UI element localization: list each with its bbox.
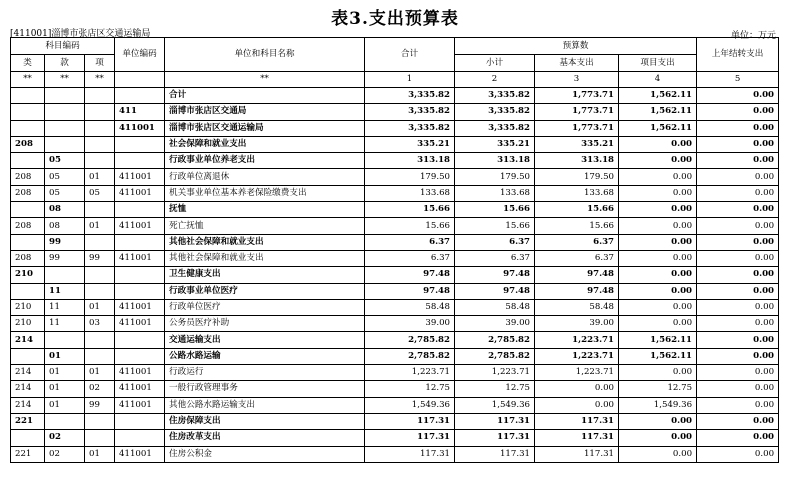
cell-basic: 313.18 [535, 153, 619, 169]
budget-table [10, 37, 779, 463]
table-row [11, 88, 779, 104]
header-star: ** [165, 72, 365, 88]
table-row [11, 169, 779, 185]
cell-total: 2,785.82 [365, 332, 455, 348]
cell-subtotal: 97.48 [455, 267, 535, 283]
cell-name: 卫生健康支出 [165, 267, 365, 283]
header-subject-code: 科目编码 [11, 38, 115, 55]
cell-kuan: 11 [45, 316, 85, 332]
table-row [11, 185, 779, 201]
cell-lei [11, 88, 45, 104]
cell-project: 0.00 [619, 202, 697, 218]
header-col-number: 1 [365, 72, 455, 88]
cell-xiang [85, 136, 115, 152]
cell-lei [11, 283, 45, 299]
cell-unit: 411001 [115, 316, 165, 332]
cell-lei: 208 [11, 185, 45, 201]
cell-kuan [45, 88, 85, 104]
cell-xiang [85, 153, 115, 169]
table-row [11, 267, 779, 283]
cell-unit: 411001 [115, 120, 165, 136]
table-row [11, 153, 779, 169]
cell-kuan: 11 [45, 299, 85, 315]
cell-carry: 0.00 [697, 104, 779, 120]
cell-lei: 214 [11, 381, 45, 397]
cell-carry: 0.00 [697, 218, 779, 234]
cell-carry: 0.00 [697, 348, 779, 364]
cell-project: 0.00 [619, 267, 697, 283]
table-row [11, 430, 779, 446]
header-star: ** [11, 72, 45, 88]
cell-xiang: 03 [85, 316, 115, 332]
cell-total: 133.68 [365, 185, 455, 201]
cell-name: 公务员医疗补助 [165, 316, 365, 332]
cell-basic: 117.31 [535, 413, 619, 429]
cell-project: 0.00 [619, 316, 697, 332]
cell-total: 58.48 [365, 299, 455, 315]
cell-basic: 1,223.71 [535, 348, 619, 364]
cell-kuan: 08 [45, 218, 85, 234]
cell-project: 0.00 [619, 250, 697, 266]
cell-xiang: 01 [85, 446, 115, 462]
cell-xiang [85, 120, 115, 136]
cell-subtotal: 12.75 [455, 381, 535, 397]
cell-carry: 0.00 [697, 316, 779, 332]
cell-subtotal: 1,223.71 [455, 365, 535, 381]
cell-subtotal: 133.68 [455, 185, 535, 201]
cell-basic: 1,223.71 [535, 332, 619, 348]
table-row [11, 104, 779, 120]
cell-project: 0.00 [619, 169, 697, 185]
cell-name: 淄博市张店区交通局 [165, 104, 365, 120]
cell-kuan: 02 [45, 430, 85, 446]
cell-project: 0.00 [619, 136, 697, 152]
cell-project: 1,549.36 [619, 397, 697, 413]
cell-subtotal: 97.48 [455, 283, 535, 299]
cell-basic: 179.50 [535, 169, 619, 185]
cell-carry: 0.00 [697, 299, 779, 315]
cell-xiang [85, 202, 115, 218]
cell-carry: 0.00 [697, 234, 779, 250]
header-project: 项目支出 [619, 55, 697, 72]
cell-subtotal: 335.21 [455, 136, 535, 152]
cell-lei: 221 [11, 413, 45, 429]
cell-project: 12.75 [619, 381, 697, 397]
header-total: 合计 [365, 38, 455, 72]
cell-lei: 210 [11, 299, 45, 315]
cell-subtotal: 3,335.82 [455, 104, 535, 120]
table-row [11, 413, 779, 429]
cell-lei [11, 202, 45, 218]
cell-name: 其他社会保障和就业支出 [165, 250, 365, 266]
cell-basic: 1,773.71 [535, 104, 619, 120]
cell-unit: 411 [115, 104, 165, 120]
cell-xiang: 02 [85, 381, 115, 397]
cell-subtotal: 6.37 [455, 250, 535, 266]
cell-unit [115, 153, 165, 169]
cell-basic: 97.48 [535, 283, 619, 299]
cell-unit: 411001 [115, 169, 165, 185]
header-budget: 预算数 [455, 38, 697, 55]
cell-lei [11, 234, 45, 250]
cell-name: 抚恤 [165, 202, 365, 218]
cell-basic: 1,773.71 [535, 120, 619, 136]
cell-total: 15.66 [365, 218, 455, 234]
cell-total: 335.21 [365, 136, 455, 152]
cell-unit [115, 332, 165, 348]
cell-name: 住房公积金 [165, 446, 365, 462]
cell-subtotal: 3,335.82 [455, 88, 535, 104]
cell-carry: 0.00 [697, 88, 779, 104]
table-row [11, 381, 779, 397]
cell-total: 117.31 [365, 446, 455, 462]
cell-xiang [85, 267, 115, 283]
cell-basic: 117.31 [535, 446, 619, 462]
cell-unit: 411001 [115, 299, 165, 315]
cell-subtotal: 117.31 [455, 430, 535, 446]
unit-label: 单位：万元 [730, 31, 776, 41]
cell-xiang: 99 [85, 250, 115, 266]
cell-unit: 411001 [115, 365, 165, 381]
cell-carry: 0.00 [697, 381, 779, 397]
table-row [11, 316, 779, 332]
cell-subtotal: 15.66 [455, 218, 535, 234]
cell-unit [115, 348, 165, 364]
cell-carry: 0.00 [697, 120, 779, 136]
cell-lei: 208 [11, 169, 45, 185]
cell-basic: 15.66 [535, 218, 619, 234]
cell-subtotal: 58.48 [455, 299, 535, 315]
cell-project: 0.00 [619, 299, 697, 315]
cell-xiang [85, 430, 115, 446]
cell-total: 39.00 [365, 316, 455, 332]
cell-project: 0.00 [619, 413, 697, 429]
cell-unit: 411001 [115, 397, 165, 413]
cell-kuan: 11 [45, 283, 85, 299]
cell-name: 机关事业单位基本养老保险缴费支出 [165, 185, 365, 201]
cell-total: 2,785.82 [365, 348, 455, 364]
table-row [11, 283, 779, 299]
table-header [11, 38, 779, 88]
cell-kuan [45, 136, 85, 152]
header-basic: 基本支出 [535, 55, 619, 72]
cell-carry: 0.00 [697, 365, 779, 381]
cell-xiang: 99 [85, 397, 115, 413]
cell-carry: 0.00 [697, 169, 779, 185]
cell-total: 3,335.82 [365, 120, 455, 136]
cell-kuan [45, 332, 85, 348]
table-row [11, 446, 779, 462]
cell-name: 行政运行 [165, 365, 365, 381]
cell-basic: 0.00 [535, 397, 619, 413]
cell-total: 313.18 [365, 153, 455, 169]
cell-kuan: 01 [45, 397, 85, 413]
cell-project: 0.00 [619, 283, 697, 299]
cell-kuan [45, 267, 85, 283]
header-star [115, 72, 165, 88]
cell-name: 行政单位医疗 [165, 299, 365, 315]
table-row [11, 397, 779, 413]
cell-carry: 0.00 [697, 413, 779, 429]
cell-carry: 0.00 [697, 332, 779, 348]
cell-total: 179.50 [365, 169, 455, 185]
cell-project: 1,562.11 [619, 332, 697, 348]
header-star: ** [45, 72, 85, 88]
cell-unit: 411001 [115, 185, 165, 201]
cell-unit [115, 136, 165, 152]
header-subtotal: 小计 [455, 55, 535, 72]
cell-xiang [85, 104, 115, 120]
cell-carry: 0.00 [697, 397, 779, 413]
cell-name: 住房保障支出 [165, 413, 365, 429]
cell-lei [11, 120, 45, 136]
cell-name: 死亡抚恤 [165, 218, 365, 234]
cell-subtotal: 1,549.36 [455, 397, 535, 413]
cell-xiang [85, 332, 115, 348]
cell-carry: 0.00 [697, 136, 779, 152]
cell-xiang: 01 [85, 299, 115, 315]
cell-basic: 39.00 [535, 316, 619, 332]
cell-project: 1,562.11 [619, 88, 697, 104]
cell-kuan: 99 [45, 234, 85, 250]
header-name: 单位和科目名称 [165, 38, 365, 72]
cell-carry: 0.00 [697, 283, 779, 299]
cell-unit [115, 413, 165, 429]
cell-unit [115, 283, 165, 299]
header-lei: 类 [11, 55, 45, 72]
cell-basic: 58.48 [535, 299, 619, 315]
cell-basic: 6.37 [535, 234, 619, 250]
cell-unit [115, 234, 165, 250]
cell-subtotal: 117.31 [455, 413, 535, 429]
cell-lei: 214 [11, 365, 45, 381]
cell-xiang: 01 [85, 169, 115, 185]
cell-total: 1,549.36 [365, 397, 455, 413]
cell-lei: 214 [11, 397, 45, 413]
cell-basic: 335.21 [535, 136, 619, 152]
cell-kuan [45, 104, 85, 120]
cell-total: 97.48 [365, 267, 455, 283]
cell-subtotal: 2,785.82 [455, 332, 535, 348]
table-row [11, 120, 779, 136]
cell-xiang [85, 234, 115, 250]
cell-kuan: 05 [45, 185, 85, 201]
cell-carry: 0.00 [697, 446, 779, 462]
cell-name: 一般行政管理事务 [165, 381, 365, 397]
table-row [11, 218, 779, 234]
cell-kuan: 02 [45, 446, 85, 462]
cell-subtotal: 39.00 [455, 316, 535, 332]
cell-kuan: 01 [45, 381, 85, 397]
organization-label: [411001]淄博市张店区交通运输局 [10, 29, 151, 39]
header-kuan: 款 [45, 55, 85, 72]
cell-basic: 117.31 [535, 430, 619, 446]
table-row [11, 250, 779, 266]
cell-lei: 210 [11, 316, 45, 332]
cell-basic: 1,773.71 [535, 88, 619, 104]
cell-project: 1,562.11 [619, 120, 697, 136]
cell-basic: 97.48 [535, 267, 619, 283]
cell-name: 社会保障和就业支出 [165, 136, 365, 152]
cell-unit: 411001 [115, 381, 165, 397]
table-row [11, 234, 779, 250]
cell-lei [11, 348, 45, 364]
report-title: 表3.支出预算表 [331, 9, 459, 29]
cell-name: 合计 [165, 88, 365, 104]
cell-total: 117.31 [365, 413, 455, 429]
cell-total: 6.37 [365, 234, 455, 250]
cell-unit [115, 88, 165, 104]
cell-project: 0.00 [619, 430, 697, 446]
cell-carry: 0.00 [697, 185, 779, 201]
cell-lei [11, 430, 45, 446]
cell-project: 0.00 [619, 153, 697, 169]
cell-project: 0.00 [619, 365, 697, 381]
cell-kuan: 01 [45, 348, 85, 364]
table-row [11, 202, 779, 218]
header-xiang: 项 [85, 55, 115, 72]
cell-basic: 0.00 [535, 381, 619, 397]
cell-carry: 0.00 [697, 202, 779, 218]
cell-basic: 133.68 [535, 185, 619, 201]
cell-xiang: 05 [85, 185, 115, 201]
cell-xiang [85, 88, 115, 104]
cell-unit [115, 267, 165, 283]
cell-basic: 15.66 [535, 202, 619, 218]
cell-total: 3,335.82 [365, 88, 455, 104]
cell-name: 公路水路运输 [165, 348, 365, 364]
cell-name: 住房改革支出 [165, 430, 365, 446]
cell-xiang: 01 [85, 218, 115, 234]
cell-lei: 214 [11, 332, 45, 348]
cell-project: 0.00 [619, 218, 697, 234]
cell-kuan: 01 [45, 365, 85, 381]
cell-xiang [85, 413, 115, 429]
cell-total: 97.48 [365, 283, 455, 299]
table-body [11, 88, 779, 463]
cell-xiang [85, 348, 115, 364]
cell-project: 0.00 [619, 185, 697, 201]
cell-carry: 0.00 [697, 430, 779, 446]
cell-project: 0.00 [619, 234, 697, 250]
cell-total: 15.66 [365, 202, 455, 218]
cell-lei: 208 [11, 250, 45, 266]
table-row [11, 365, 779, 381]
cell-subtotal: 3,335.82 [455, 120, 535, 136]
cell-basic: 6.37 [535, 250, 619, 266]
header-col-number: 3 [535, 72, 619, 88]
table-row [11, 136, 779, 152]
cell-lei: 210 [11, 267, 45, 283]
header-col-number: 5 [697, 72, 779, 88]
cell-kuan: 08 [45, 202, 85, 218]
header-col-number: 4 [619, 72, 697, 88]
cell-name: 淄博市张店区交通运输局 [165, 120, 365, 136]
table-row [11, 348, 779, 364]
cell-name: 行政事业单位养老支出 [165, 153, 365, 169]
cell-subtotal: 15.66 [455, 202, 535, 218]
cell-project: 0.00 [619, 446, 697, 462]
table-row [11, 332, 779, 348]
cell-lei: 221 [11, 446, 45, 462]
cell-lei: 208 [11, 136, 45, 152]
cell-unit: 411001 [115, 218, 165, 234]
cell-kuan: 05 [45, 169, 85, 185]
cell-total: 1,223.71 [365, 365, 455, 381]
cell-lei: 208 [11, 218, 45, 234]
header-carryover: 上年结转支出 [697, 38, 779, 72]
cell-carry: 0.00 [697, 153, 779, 169]
cell-total: 117.31 [365, 430, 455, 446]
cell-kuan: 99 [45, 250, 85, 266]
cell-kuan: 05 [45, 153, 85, 169]
cell-unit: 411001 [115, 446, 165, 462]
header-unit-code: 单位编码 [115, 38, 165, 72]
cell-total: 3,335.82 [365, 104, 455, 120]
cell-name: 行政事业单位医疗 [165, 283, 365, 299]
cell-lei [11, 104, 45, 120]
cell-subtotal: 2,785.82 [455, 348, 535, 364]
cell-basic: 1,223.71 [535, 365, 619, 381]
cell-total: 6.37 [365, 250, 455, 266]
cell-subtotal: 179.50 [455, 169, 535, 185]
cell-unit [115, 202, 165, 218]
cell-carry: 0.00 [697, 250, 779, 266]
cell-project: 1,562.11 [619, 104, 697, 120]
cell-xiang: 01 [85, 365, 115, 381]
cell-carry: 0.00 [697, 267, 779, 283]
cell-project: 1,562.11 [619, 348, 697, 364]
cell-name: 其他公路水路运输支出 [165, 397, 365, 413]
table-row [11, 299, 779, 315]
cell-kuan [45, 120, 85, 136]
cell-total: 12.75 [365, 381, 455, 397]
cell-unit [115, 430, 165, 446]
header-star: ** [85, 72, 115, 88]
cell-name: 行政单位离退休 [165, 169, 365, 185]
cell-kuan [45, 413, 85, 429]
cell-subtotal: 117.31 [455, 446, 535, 462]
cell-lei [11, 153, 45, 169]
cell-subtotal: 6.37 [455, 234, 535, 250]
header-col-number: 2 [455, 72, 535, 88]
cell-unit: 411001 [115, 250, 165, 266]
cell-name: 其他社会保障和就业支出 [165, 234, 365, 250]
cell-name: 交通运输支出 [165, 332, 365, 348]
cell-xiang [85, 283, 115, 299]
cell-subtotal: 313.18 [455, 153, 535, 169]
